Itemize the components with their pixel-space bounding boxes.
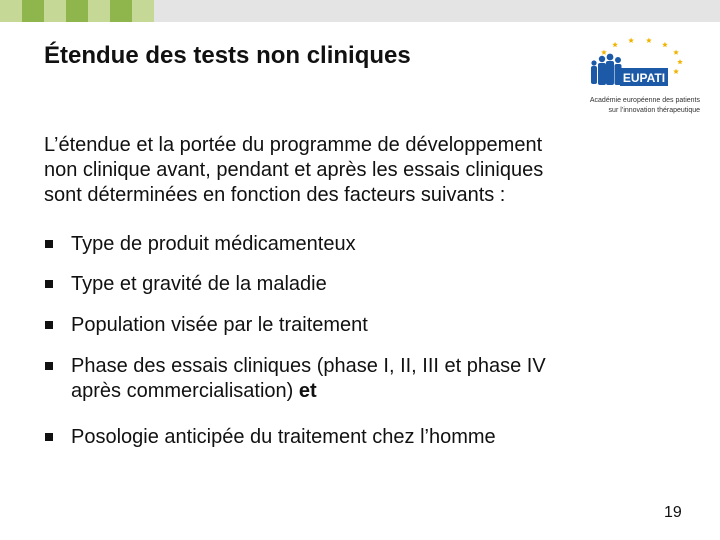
- logo-star-icon: [673, 69, 679, 74]
- page-number: 19: [664, 504, 682, 521]
- intro-line: sont déterminées en fonction des facteurs suivants :: [44, 184, 506, 206]
- logo-star-icon: [673, 49, 679, 54]
- logo-star-icon: [612, 42, 618, 47]
- top-bar-segment: [110, 0, 132, 22]
- list-item-text: Population visée par le traitement: [71, 314, 368, 336]
- top-bar-segment: [66, 0, 88, 22]
- list-item-bold-text: et: [298, 380, 317, 402]
- logo-wordmark: EUPATI: [622, 71, 666, 85]
- logo-tagline: [560, 96, 700, 116]
- logo-star-icon: [601, 49, 607, 54]
- square-bullet-icon: [45, 321, 53, 329]
- slide-title: Étendue des tests non cliniques: [44, 42, 411, 69]
- eupati-logo-graphic: [570, 34, 700, 96]
- list-item-line-text: après commercialisation): [71, 380, 299, 402]
- intro-line: L’étendue et la portée du programme de développement: [44, 134, 543, 156]
- top-bar-segment: [132, 0, 154, 22]
- list-item-line: Phase des essais cliniques (phase I, II, III et phase IV: [71, 355, 546, 377]
- list-item-text: Type et gravité de la maladie: [71, 273, 327, 295]
- intro-paragraph: [44, 133, 664, 208]
- top-bar-segment: [0, 0, 22, 22]
- square-bullet-icon: [45, 433, 53, 441]
- top-bar-segment: [22, 0, 44, 22]
- top-bar-segment: [88, 0, 110, 22]
- logo-star-icon: [646, 38, 652, 43]
- intro-line: non clinique avant, pendant et après les essais cliniques: [44, 159, 544, 181]
- logo-star-icon: [677, 59, 683, 64]
- logo-star-icon: [662, 42, 668, 47]
- square-bullet-icon: [45, 240, 53, 248]
- top-bar-segment: [154, 0, 720, 22]
- list-item-line: [71, 379, 664, 404]
- logo-tagline-line: Académie européenne des patients: [589, 97, 700, 104]
- logo-star-icon: [628, 38, 634, 43]
- list-item-text: [71, 354, 664, 404]
- square-bullet-icon: [45, 362, 53, 370]
- people-figures-icon: [591, 54, 622, 85]
- square-bullet-icon: [45, 280, 53, 288]
- list-item-text: Type de produit médicamenteux: [71, 233, 356, 255]
- list-item-text: Posologie anticipée du traitement chez l’homme: [71, 426, 496, 448]
- top-bar-segment: [44, 0, 66, 22]
- top-color-bar: [0, 0, 720, 22]
- logo-tagline-line: sur l’innovation thérapeutique: [608, 107, 700, 114]
